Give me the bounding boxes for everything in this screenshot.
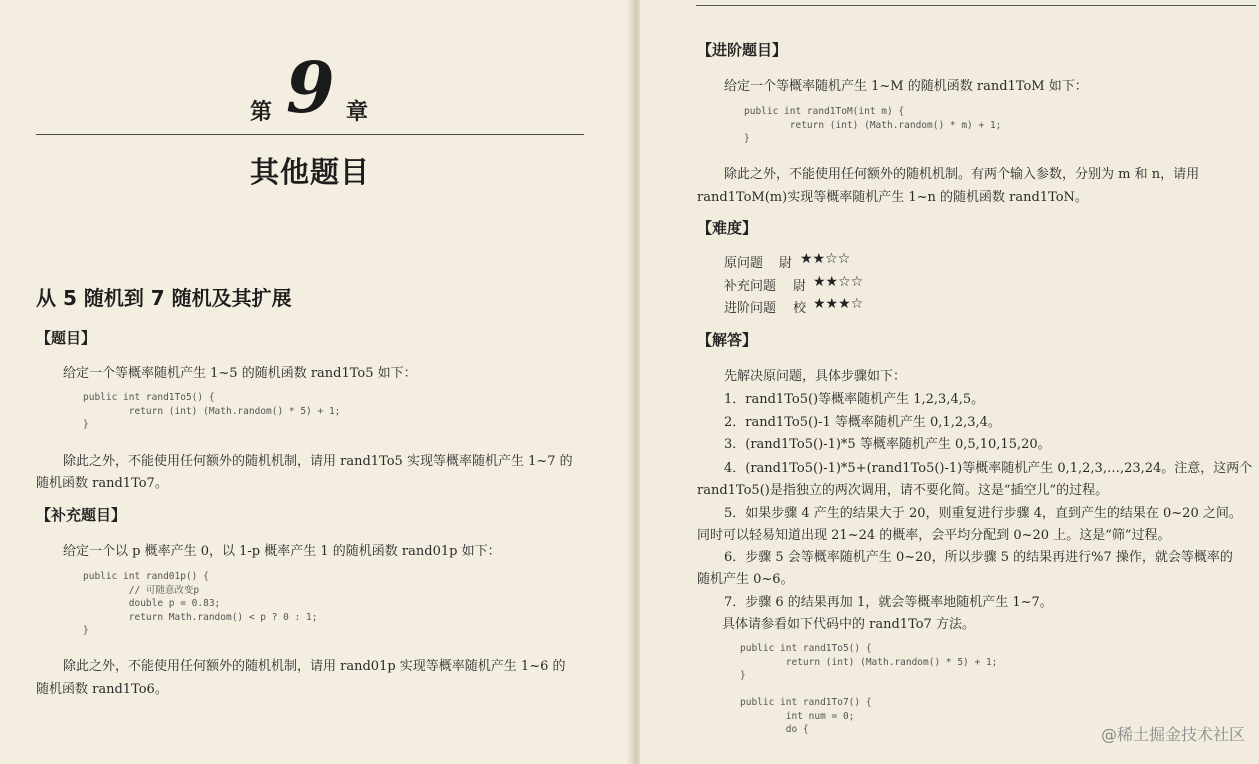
section-title: 从 5 随机到 7 随机及其扩展 bbox=[36, 286, 292, 310]
paragraph: 给定一个等概率随机产生 1~5 的随机函数 rand1To5 如下： bbox=[63, 366, 417, 381]
chapter-prefix: 第 bbox=[250, 100, 273, 125]
code-block: public int rand01p() { // 可随意改变p double p = 0.83; return Math.random() < p ? 0 : 1; } bbox=[83, 571, 318, 636]
step-3: 3．(rand1To5()-1)*5 等概率随机产生 0,5,10,15,20。 bbox=[724, 437, 1051, 452]
difficulty-level: 尉 bbox=[779, 256, 793, 271]
paragraph: 除此之外，不能使用任何额外的随机机制，请用 rand1To5 实现等概率随机产生 1~7 的 bbox=[63, 454, 573, 469]
watermark: @稀土掘金技术社区 bbox=[1100, 725, 1245, 744]
step-4: 4．(rand1To5()-1)*5+(rand1To5()-1)等概率随机产生 0,1,2,3,…,23,24。注意，这两个 bbox=[724, 461, 1253, 476]
paragraph: 除此之外，不能使用任何额外的随机机制。有两个输入参数，分别为 m 和 n，请用 bbox=[724, 167, 1200, 182]
chapter-suffix: 章 bbox=[346, 100, 369, 125]
header-rule bbox=[696, 5, 1256, 6]
difficulty-stars: ★★☆☆ bbox=[813, 274, 864, 290]
difficulty-label: 原问题 bbox=[724, 256, 764, 271]
paragraph: 给定一个以 p 概率产生 0，以 1-p 概率产生 1 的随机函数 rand01p 如下： bbox=[63, 544, 501, 559]
paragraph: 给定一个等概率随机产生 1~M 的随机函数 rand1ToM 如下： bbox=[724, 79, 1088, 94]
heading-answer: 【解答】 bbox=[697, 331, 758, 349]
difficulty-stars: ★★☆☆ bbox=[800, 251, 851, 267]
paragraph: 随机函数 rand1To6。 bbox=[36, 682, 168, 697]
code-block: public int rand1To5() { return (int) (Math.random() * 5) + 1; } bbox=[83, 392, 341, 430]
heading-advanced: 【进阶题目】 bbox=[697, 41, 788, 59]
difficulty-level: 尉 bbox=[793, 279, 807, 294]
step-2: 2．rand1To5()-1 等概率随机产生 0,1,2,3,4。 bbox=[724, 415, 1001, 430]
code-block: public int rand1ToM(int m) { return (int) (Math.random() * m) + 1; } bbox=[744, 106, 1002, 144]
paragraph: 先解决原问题，具体步骤如下： bbox=[724, 369, 907, 384]
paragraph: 随机函数 rand1To7。 bbox=[36, 476, 168, 491]
step-6-cont: 随机产生 0~6。 bbox=[697, 572, 794, 587]
difficulty-level: 校 bbox=[793, 301, 807, 316]
step-1: 1．rand1To5()等概率随机产生 1,2,3,4,5。 bbox=[724, 392, 985, 407]
paragraph: 具体请参看如下代码中的 rand1To7 方法。 bbox=[722, 617, 975, 632]
chapter-divider bbox=[36, 134, 584, 135]
difficulty-stars: ★★★☆ bbox=[813, 296, 864, 312]
chapter-number: 9 bbox=[286, 46, 335, 129]
heading-problem: 【题目】 bbox=[36, 329, 97, 347]
paragraph: rand1ToM(m)实现等概率随机产生 1~n 的随机函数 rand1ToN。 bbox=[697, 190, 1088, 205]
difficulty-label: 进阶问题 bbox=[724, 301, 777, 316]
step-5: 5．如果步骤 4 产生的结果大于 20，则重复进行步骤 4，直到产生的结果在 0~20 之间。 bbox=[724, 506, 1242, 521]
step-5-cont: 同时可以轻易知道出现 21~24 的概率，会平均分配到 0~20 上。这是“筛”过程。 bbox=[697, 528, 1171, 543]
step-6: 6．步骤 5 会等概率随机产生 0~20，所以步骤 5 的结果再进行%7 操作，就会等概率的 bbox=[724, 550, 1233, 565]
step-7: 7．步骤 6 的结果再加 1，就会等概率地随机产生 1~7。 bbox=[724, 595, 1053, 610]
code-block: public int rand1To5() { return (int) (Math.random() * 5) + 1; } public int rand1To7() { int num = 0; do { bbox=[740, 643, 998, 735]
heading-supplement: 【补充题目】 bbox=[36, 506, 127, 524]
paragraph: 除此之外，不能使用任何额外的随机机制，请用 rand01p 实现等概率随机产生 1~6 的 bbox=[63, 659, 566, 674]
difficulty-label: 补充问题 bbox=[724, 279, 777, 294]
step-4-cont: rand1To5()是指独立的两次调用，请不要化简。这是“插空儿”的过程。 bbox=[697, 483, 1109, 498]
chapter-title: 其他题目 bbox=[250, 155, 371, 189]
heading-difficulty: 【难度】 bbox=[697, 219, 758, 237]
